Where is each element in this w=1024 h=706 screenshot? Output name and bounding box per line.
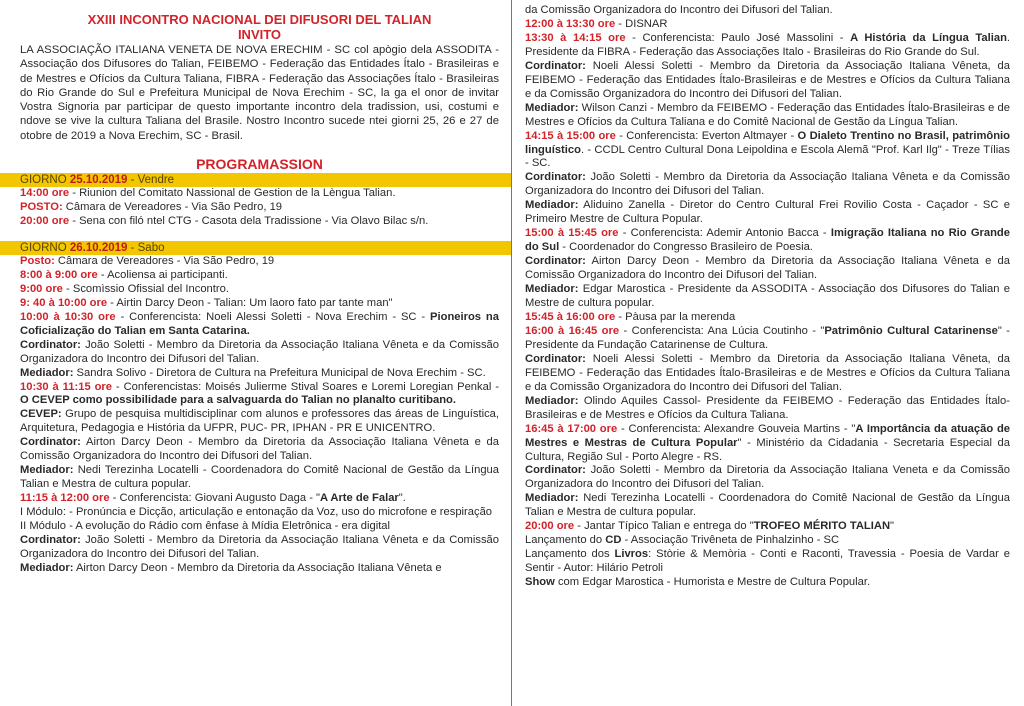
- day-2-header: [0, 241, 511, 255]
- item-text: - Conferencista: Paulo José Massolini -: [625, 31, 851, 44]
- books-text: : Stòrie & Memòria - Conti e Raconti, Travessia - Poesia de Vardar e Sentir - Autor: Hilário Petroli: [525, 548, 1010, 575]
- intro-paragraph: LA ASSOCIAÇÃO ITALIANA VENETA DE NOVA ERECHIM - SC col apògio dela ASSODITA - Associação dos Difusores do Talian, FEIBEMO - Federação das Entidades Ítalo - Brasileiras e de Mestres e Ofícios da Cultura Taliana, FIBRA - Federação das Associações Ítalo - Brasileiras do Rio Grande do Sul e Prefeitura Municipal de Nova Erechim - SC, la ga el onor de invitar Vostra Signoria par participar de questo importante incontro dela tradission, usi, costumi e ndove se vive la cultura Taliana del Brasile. Nostro Incontro sucede ntei giorni 25, 26 e 27 de otobre de 2019 a Nova Erechim, SC - Brasil.: [20, 44, 499, 142]
- coordinator-line: [525, 60, 1010, 102]
- item-text: - Jantar Típico Talian e entrega do ": [574, 520, 754, 533]
- coordinator-label: Cordinator:: [525, 255, 586, 268]
- books-launch-line: [525, 548, 1010, 576]
- item-time: 9: 40 à 10:00 ore: [20, 296, 108, 309]
- schedule-item: [20, 187, 499, 201]
- item-text: - Scomìssio Ofissial del Incontro.: [62, 282, 229, 295]
- schedule-item: [20, 381, 499, 409]
- schedule-item: [20, 269, 499, 283]
- mediator-label: Mediador:: [20, 561, 74, 574]
- mediator-text: Sandra Solivo - Diretora de Cultura na Prefeitura Municipal de Nova Erechim - SC.: [73, 366, 486, 379]
- item-text: - Conferencista: Noeli Alessi Soletti - Nova Erechim - SC -: [115, 310, 431, 323]
- day-label: GIORNO: [20, 174, 70, 187]
- mediator-text: Wilson Canzi - Membro da FEIBEMO - Federação das Entidades Ítalo-Brasileiras e de Mestres e Ofícios da Cultura Taliana e do Comitê Nacional de Gestão da Língua Talian.: [525, 101, 1010, 128]
- left-column: [0, 0, 511, 706]
- cevep-label: CEVEP:: [20, 408, 62, 421]
- item-text-end: ": [890, 520, 895, 533]
- program-title: PROGRAMASSION: [196, 156, 323, 173]
- mediator-label: Mediador:: [525, 199, 579, 212]
- coordinator-line: [525, 353, 1010, 395]
- item-time: 9:00 ore: [20, 282, 63, 295]
- item-time: 20:00 ore: [525, 520, 575, 533]
- coordinator-text: Airton Darcy Deon - Membro da Diretoria da Associação Italiana Vêneta e da Comissão Organizadora do Incontro dei Difusori del Talian.: [525, 255, 1010, 282]
- cd-label: CD: [605, 534, 622, 547]
- books-label: Livros: [614, 548, 649, 561]
- mediator-line: [525, 283, 1010, 311]
- coordinator-label: Cordinator:: [525, 171, 586, 184]
- day-1-header: [0, 173, 511, 187]
- venue-line: [20, 255, 499, 269]
- item-text: - Conferencista: Ana Lúcia Coutinho - ": [619, 324, 825, 337]
- venue-label: Posto:: [20, 254, 55, 267]
- item-time: 10:30 à 11:15 ore: [20, 380, 112, 393]
- mediator-label: Mediador:: [525, 492, 579, 505]
- cd-launch-line: [525, 534, 1010, 548]
- mediator-label: Mediador:: [525, 394, 579, 407]
- day-date: 25.10.2019: [69, 174, 128, 187]
- venue-label: POSTO:: [20, 201, 63, 214]
- item-time: 15:00 à 15:45 ore: [525, 227, 619, 240]
- venue-text: Câmara de Vereadores - Via São Pedro, 19: [54, 254, 275, 267]
- module-line: II Módulo - A evolução do Rádio com ênfase à Mídia Eletrônica - era digital: [20, 520, 391, 533]
- item-time: 11:15 à 12:00 ore: [20, 492, 110, 505]
- item-text-2: - Coordenador do Congresso Brasileiro de Poesia.: [559, 241, 813, 254]
- item-text: - Conferencista: Giovani Augusto Daga - ": [109, 492, 321, 505]
- books-prefix: Lançamento dos: [525, 548, 615, 561]
- schedule-item: [525, 130, 1010, 172]
- coordinator-line: [525, 255, 1010, 283]
- item-text: - DISNAR: [615, 17, 668, 30]
- mediator-line: [525, 102, 1010, 130]
- mediator-label: Mediador:: [20, 366, 74, 379]
- column-divider: [511, 0, 512, 706]
- coordinator-label: Cordinator:: [20, 436, 81, 449]
- mediator-label: Mediador:: [525, 101, 579, 114]
- item-time: 14:00 ore: [20, 187, 70, 200]
- mediator-line: [20, 464, 499, 492]
- item-time: 16:00 à 16:45 ore: [525, 324, 620, 337]
- schedule-item: [20, 215, 499, 229]
- mediator-text: Olindo Aquiles Cassol- Presidente da FEIBEMO - Federação das Entidades Ítalo-Brasileiras e de Mestres e Ofícios da Cultura Taliana.: [525, 394, 1010, 421]
- schedule-item: [525, 520, 1010, 534]
- item-text-2: " - Presidente da Fundação Catarinense de Cultura.: [525, 324, 1010, 351]
- item-time: 16:45 à 17:00 ore: [525, 422, 618, 435]
- mediator-line: [525, 199, 1010, 227]
- coordinator-text: João Soletti - Membro da Diretoria da Associação Italiana Vêneta e da Comissão Organizadora do Incontro dei Difusori del Talian.: [525, 171, 1010, 198]
- schedule-item: [20, 311, 499, 339]
- item-time: 20:00 ore: [20, 214, 70, 227]
- item-text-2: . - CCDL Centro Cultural Dona Leipoldina e Escola Alemã "Prof. Karl Ilg" - Treze Tílias - SC.: [525, 143, 1010, 170]
- talk-topic: A História da Língua Talian: [850, 31, 1007, 44]
- schedule-item: [525, 325, 1010, 353]
- talk-topic: O CEVEP como possibilidade para a salvaguarda do Talian no planalto curitibano.: [20, 394, 456, 407]
- item-time: 14:15 à 15:00 ore: [525, 129, 616, 142]
- talk-topic: Pioneiros na Coficialização do Talian em Santa Catarina.: [20, 310, 499, 337]
- mediator-text: Edgar Marostica - Presidente da ASSODITA - Associação dos Difusores do Talian e Mestre de cultura popular.: [525, 283, 1010, 310]
- coordinator-label: Cordinator:: [20, 338, 81, 351]
- coordinator-line: [20, 339, 499, 367]
- item-text-2: . Presidente da FIBRA - Federação das Associações Italo - Brasileiras do Rio Grande do Sul.: [525, 31, 1011, 58]
- coordinator-text: João Soletti - Membro da Diretoria da Associação Italiana Veneta e da Comissão Organizadora do Incontro dei Difusori del Talian.: [525, 464, 1010, 491]
- coordinator-text: Noeli Alessi Soletti - Membro da Diretoria da Associação Italiana Vêneta, da FEIBEMO - Federação das Entidades Ítalo-Brasileiras e de Mestres e Ofícios da Cultura Taliana e da Comissão Organizadora do Incontro dei Difusori del Talian.: [525, 59, 1010, 100]
- schedule-item: [20, 492, 499, 506]
- invite-heading: INVITO: [237, 27, 282, 42]
- day-name: - Sabo: [127, 241, 165, 254]
- coordinator-line: [525, 171, 1010, 199]
- show-label: Show: [525, 576, 555, 589]
- coordinator-label: Cordinator:: [525, 59, 586, 72]
- talk-topic: TROFEO MÉRITO TALIAN: [753, 520, 891, 533]
- coordinator-line: [525, 464, 1010, 492]
- item-time: 15:45 à 16:00 ore: [525, 310, 616, 323]
- mediator-text: Nedi Terezinha Locatelli - Coordenadora do Comitê Nacional de Gestão da Língua Talian e Mestra de cultura popular.: [20, 464, 499, 491]
- item-time: 10:00 à 10:30 ore: [20, 310, 116, 323]
- cd-prefix: Lançamento do: [525, 534, 606, 547]
- coordinator-text: Airton Darcy Deon - Membro da Diretoria da Associação Italiana Vêneta e da Comissão Organizadora do Incontro dei Difusori del Talian.: [20, 436, 499, 463]
- cd-text: - Associação Trivêneta de Pinhalzinho - SC: [621, 534, 840, 547]
- event-title: XXIII INCONTRO NACIONAL DEI DIFUSORI DEL TALIAN: [87, 12, 432, 27]
- day-label: GIORNO: [20, 241, 70, 254]
- day-date: 26.10.2019: [69, 241, 128, 254]
- schedule-item: [525, 18, 1010, 32]
- schedule-item: [525, 311, 1010, 325]
- talk-topic: A Arte de Falar: [320, 492, 399, 505]
- coordinator-label: Cordinator:: [525, 352, 586, 365]
- mediator-continuation: da Comissão Organizadora do Incontro dei Difusori del Talian.: [525, 4, 833, 16]
- show-text: com Edgar Marostica - Humorista e Mestre de Cultura Popular.: [554, 576, 871, 589]
- mediator-text: Nedi Terezinha Locatelli - Coordenadora do Comitê Nacional de Gestão da Língua Talian e Mestra de cultura popular.: [525, 492, 1010, 519]
- schedule-item: [525, 32, 1010, 60]
- coordinator-line: [20, 436, 499, 464]
- schedule-item: [525, 423, 1010, 465]
- talk-topic: Patrimônio Cultural Catarinense: [824, 324, 998, 337]
- mediator-text: Aliduino Zanella - Diretor do Centro Cultural Frei Rovilio Costa - Caçador - SC e Primeiro Mestre de Cultura Popular.: [525, 199, 1010, 226]
- mediator-label: Mediador:: [525, 283, 579, 296]
- item-text-end: ".: [398, 492, 406, 505]
- item-text: - Conferencista: Ademir Antonio Bacca -: [618, 227, 831, 240]
- mediator-line: [20, 562, 499, 576]
- show-line: [525, 576, 1010, 590]
- cevep-line: [20, 408, 499, 436]
- venue-line: [20, 201, 499, 215]
- talk-topic: O Dialeto Trentino no Brasil, patrimônio linguístico: [525, 129, 1010, 156]
- coordinator-label: Cordinator:: [525, 464, 586, 477]
- talk-topic: A Importância da atuação de Mestres e Mestras de Cultura Popular: [525, 422, 1010, 449]
- mediator-line: [20, 367, 499, 381]
- coordinator-label: Cordinator:: [20, 534, 81, 546]
- coordinator-text: João Soletti - Membro da Diretoria da Associação Italiana Vêneta e da Comissão Organizadora do Incontro dei Difusori del Talian.: [20, 534, 499, 560]
- venue-text: Câmara de Vereadores - Via São Pedro, 19: [62, 201, 283, 214]
- mediator-text: Airton Darcy Deon - Membro da Diretoria da Associação Italiana Vêneta e: [73, 561, 442, 574]
- coordinator-line: [20, 534, 499, 562]
- coordinator-text: João Soletti - Membro da Diretoria da Associação Italiana Vêneta e da Comissão Organizadora do Incontro dei Difusori del Talian.: [20, 338, 499, 365]
- day-name: - Vendre: [127, 174, 175, 187]
- item-text: - Conferencista: Alexandre Gouveia Martins - ": [617, 422, 856, 435]
- mediator-label: Mediador:: [20, 464, 74, 477]
- mediator-line: [525, 395, 1010, 423]
- coordinator-text: Noeli Alessi Soletti - Membro da Diretoria da Associação Italiana Vêneta, da FEIBEMO - Federação das Entidades Ítalo-Brasileiras e de Mestres e Ofícios da Cultura Taliana e da Comissão Organizadora do Incontro dei Difusori del Talian.: [525, 352, 1010, 393]
- module-line: I Módulo: - Pronúncia e Dicção, articulação e entonação da Voz, uso do microfone e respiração: [20, 506, 493, 519]
- item-text: - Conferencista: Everton Altmayer -: [615, 129, 798, 142]
- item-text: - Riunion del Comitato Nassional de Gestion de la Lèngua Talian.: [69, 187, 396, 200]
- cevep-text: Grupo de pesquisa multidisciplinar com alunos e professores das áreas de Linguística, Arquitetura, Pedagogia e História da UFPR, PUC- PR, IPHAN - PR E UNICENTRO.: [20, 408, 499, 435]
- item-text-2: " - Ministério da Cidadania - Secretaria Especial da Cultura, Região Sul - Porto Alegre - RS.: [525, 436, 1010, 463]
- item-text: - Sena con filó ntel CTG - Casota dela Tradissione - Via Olavo Bilac s/n.: [69, 214, 429, 227]
- talk-topic: Imigração Italiana no Rio Grande do Sul: [525, 227, 1010, 254]
- schedule-item: [20, 297, 499, 311]
- item-time: 12:00 à 13:30 ore: [525, 17, 616, 30]
- schedule-item: [525, 227, 1010, 255]
- item-time: 8:00 à 9:00 ore: [20, 268, 98, 281]
- schedule-item: [20, 283, 499, 297]
- item-text: - Pàusa par la merenda: [615, 310, 736, 323]
- mediator-line: [525, 492, 1010, 520]
- item-text: - Acoliensa ai participanti.: [97, 268, 228, 281]
- item-text: - Airtin Darcy Deon - Talian: Um laoro fato par tante man": [107, 296, 393, 309]
- item-time: 13:30 à 14:15 ore: [525, 31, 626, 44]
- item-text: - Conferencistas: Moisés Julierme Stival Soares e Loremi Loregian Penkal -: [112, 380, 499, 393]
- right-column: [513, 0, 1024, 706]
